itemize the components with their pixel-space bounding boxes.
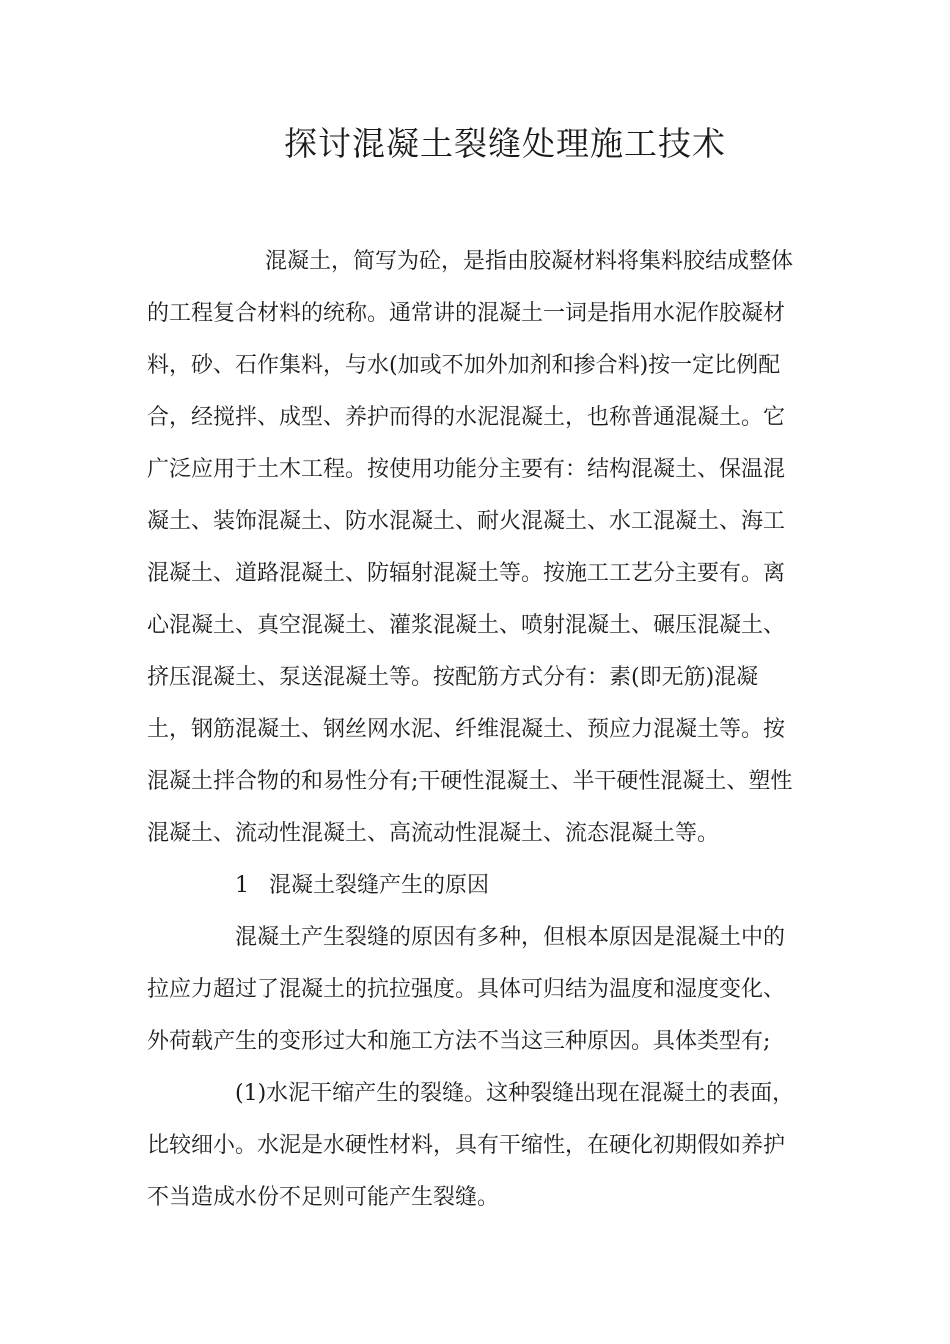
paragraph-line: 混凝土，简写为砼，是指由胶凝材料将集料胶结成整体 — [265, 249, 794, 274]
paragraph-line: 不当造成水份不足则可能产生裂缝。 — [147, 1185, 500, 1210]
section-heading — [147, 860, 807, 912]
paragraph-line: 混凝土拌合物的和易性分有;干硬性混凝土、半干硬性混凝土、塑性 — [147, 769, 793, 794]
paragraph-line: 混凝土、道路混凝土、防辐射混凝土等。按施工工艺分主要有。离 — [147, 561, 786, 586]
paragraph-line: 混凝土、流动性混凝土、高流动性混凝土、流态混凝土等。 — [147, 821, 720, 846]
paragraph-line: 拉应力超过了混凝土的抗拉强度。具体可归结为温度和湿度变化、 — [147, 977, 786, 1002]
paragraph-line: 的工程复合材料的统称。通常讲的混凝土一词是指用水泥作胶凝材 — [147, 301, 786, 326]
paragraph-line: 挤压混凝土、泵送混凝土等。按配筋方式分有：素(即无筋)混凝 — [147, 665, 759, 690]
paragraph-line: 比较细小。水泥是水硬性材料，具有干缩性，在硬化初期假如养护 — [147, 1133, 786, 1158]
paragraph-line: 混凝土产生裂缝的原因有多种，但根本原因是混凝土中的 — [235, 925, 786, 950]
paragraph-line: 心混凝土、真空混凝土、灌浆混凝土、喷射混凝土、碾压混凝土、 — [147, 613, 786, 638]
document-title: 探讨混凝土裂缝处理施工技术 — [284, 124, 726, 163]
paragraph-line: 外荷载产生的变形过大和施工方法不当这三种原因。具体类型有; — [147, 1029, 771, 1054]
section-title: 混凝土裂缝产生的原因 — [269, 873, 490, 898]
paragraph-line: 广泛应用于土木工程。按使用功能分主要有：结构混凝土、保温混 — [147, 457, 786, 482]
paragraph-line: 合，经搅拌、成型、养护而得的水泥混凝土，也称普通混凝土。它 — [147, 405, 786, 430]
paragraph-line: (1)水泥干缩产生的裂缝。这种裂缝出现在混凝土的表面， — [235, 1081, 795, 1106]
document-body — [147, 236, 807, 1224]
paragraph-line: 土，钢筋混凝土、钢丝网水泥、纤维混凝土、预应力混凝土等。按 — [147, 717, 786, 742]
paragraph-line: 凝土、装饰混凝土、防水混凝土、耐火混凝土、水工混凝土、海工 — [147, 509, 786, 534]
section-number: 1 — [235, 873, 249, 898]
paragraph-line: 料，砂、石作集料，与水(加或不加外加剂和掺合料)按一定比例配 — [147, 353, 781, 378]
